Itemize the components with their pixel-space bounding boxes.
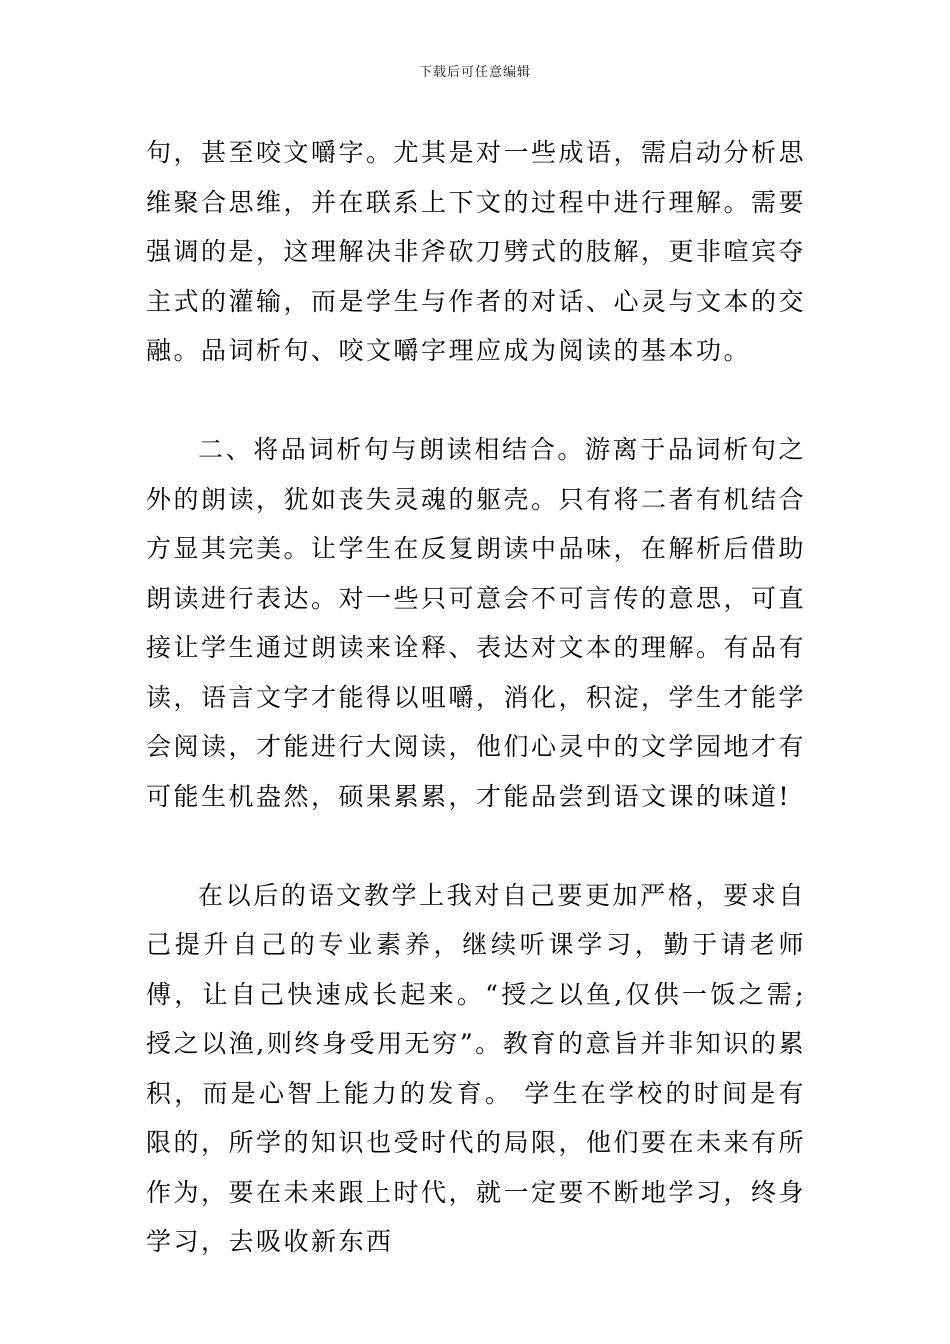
page-header: 下载后可任意编辑	[418, 65, 531, 80]
paragraph-continued: 句，甚至咬文嚼字。尤其是对一些成语，需启动分析思维聚合思维，并在联系上下文的过程中进行理解。需要强调的是，这理解决非斧砍刀劈式的肢解，更非喧宾夺主式的灌输，而是学生与作者的对话、心灵与文本的交融。品词析句、咬文嚼字理应成为阅读的基本功。	[146, 138, 807, 365]
paragraph-section-two: 二、将品词析句与朗读相结合。游离于品词析句之外的朗读，犹如丧失灵魂的躯壳。只有将二者有机结合方显其完美。让学生在反复朗读中品味，在解析后借助朗读进行表达。对一些只可意会不可言传的意思，可直接让学生通过朗读来诠释、表达对文本的理解。有品有读，语言文字才能得以咀嚼，消化，积淀，学生才能学会阅读，才能进行大阅读，他们心灵中的文学园地才有可能生机盎然，硕果累累，才能品尝到语文课的味道!	[146, 435, 807, 811]
paragraph-conclusion: 在以后的语文教学上我对自己要更加严格，要求自己提升自己的专业素养，继续听课学习，勤于请老师傅，让自己快速成长起来。“授之以鱼,仅供一饭之需;授之以渔,则终身受用无穷”。教育的意旨并非知识的累积，而是心智上能力的发育。 学生在学校的时间是有限的，所学的知识也受时代的局限，他们要在未来有所作为，要在未来跟上时代，就一定要不断地学习，终身学习，去吸收新东西	[146, 880, 807, 1256]
document-body	[146, 128, 806, 1267]
